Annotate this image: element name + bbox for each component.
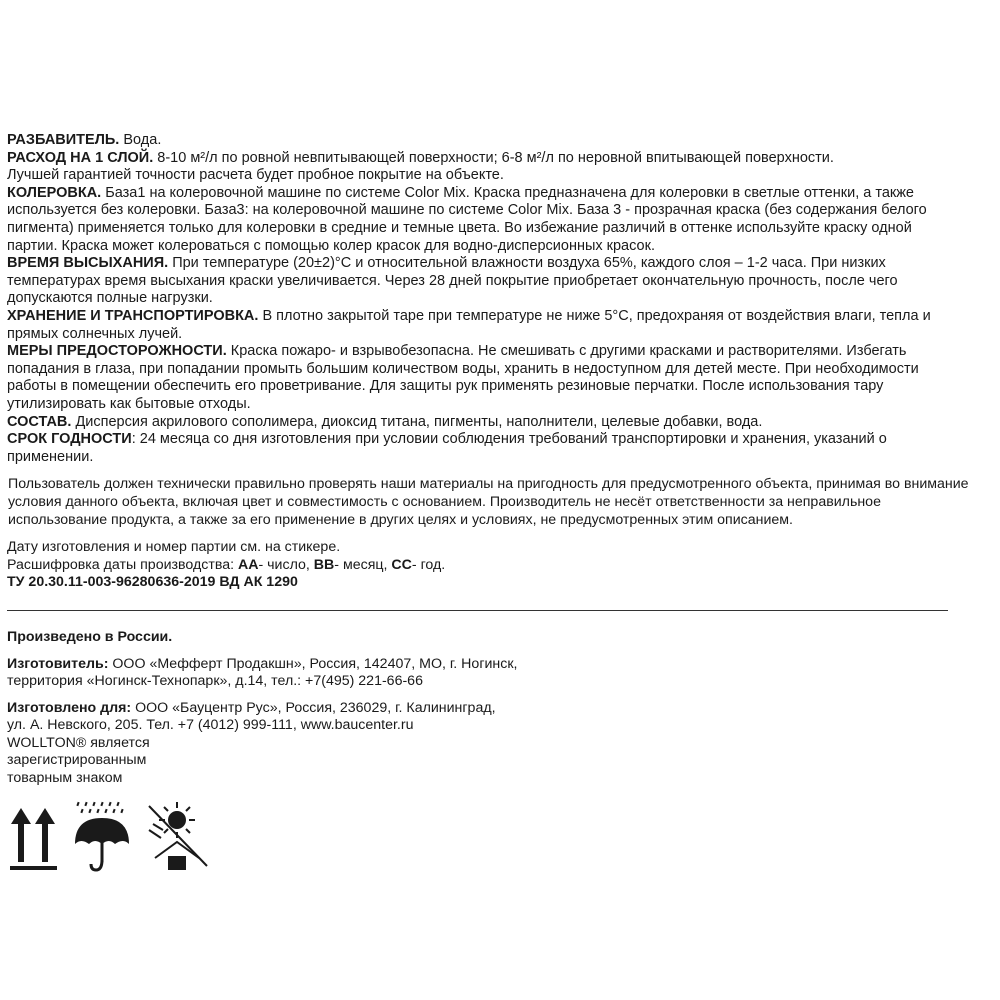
batch-date-note: Дату изготовления и номер партии см. на стикере.: [7, 539, 341, 555]
disclaimer: [8, 475, 980, 529]
made-for-address: ул. А. Невского, 205. Тел. +7 (4012) 999-111, www.baucenter.ru: [7, 717, 414, 733]
instruction-consumption: РАСХОД НА 1 СЛОЙ. 8-10 м²/л по ровной невпитывающей поверхности; 6-8 м²/л по неровной впитывающей поверхности.: [7, 149, 834, 166]
manufacturer: Изготовитель: ООО «Мефферт Продакшн», Россия, 142407, МО, г. Ногинск,: [7, 655, 518, 672]
trademark-line-3: товарным знаком: [7, 769, 123, 786]
instruction-consumption-note: Лучшей гарантией точности расчета будет пробное покрытие на объекте.: [7, 167, 504, 184]
instruction-diluent: РАЗБАВИТЕЛЬ. Вода.: [7, 132, 162, 148]
instruction-drying-time: ВРЕМЯ ВЫСЫХАНИЯ. При температуре (20±2)°С и относительной влажности воздуха 65%, каждого слоя – 1-2 часа. При низких температурах время высыхания краски увеличивается. Через 28 дней покрытие приобретает окончательную прочность, после чего допускаются полные нагрузки.: [7, 255, 898, 307]
trademark-line-1: WOLLTON® является: [7, 734, 150, 751]
instruction-storage: ХРАНЕНИЕ И ТРАНСПОРТИРОВКА. В плотно закрытой таре при температуре не ниже 5°С, предохраняя от воздействия влаги, тепла и прямых солнечных лучей.: [7, 307, 931, 342]
keep-away-from-sunlight-icon: [141, 800, 211, 875]
this-way-up-icon: [7, 800, 61, 875]
disclaimer-text: Пользователь должен технически правильно проверять наши материалы на пригодность для предусмотренного объекта, принимая во внимание условия данного объекта, включая цвет и совместимость с основанием. Производитель не несёт ответственности за неправильное использование продукта, а также за его применение в других целях и условиях, не предусмотренных этим описанием.: [8, 476, 969, 528]
instruction-precautions: МЕРЫ ПРЕДОСТОРОЖНОСТИ. Краска пожаро- и взрывобезопасна. Не смешивать с другими красками и растворителями. Избегать попадания в глаза, при попадании промыть большим количеством воды, хранить в недоступном для детей месте. При необходимости работы в помещении обеспечить его проветривание. Для защиты рук применять резиновые перчатки. После использования тару утилизировать как бытовые отходы.: [7, 343, 919, 412]
made-for: Изготовлено для: ООО «Бауцентр Рус», Россия, 236029, г. Калининград,: [7, 699, 496, 716]
instruction-shelf-life: СРОК ГОДНОСТИ: 24 месяца со дня изготовления при условии соблюдения требований транспортировки и хранения, указаний о применении.: [7, 431, 887, 465]
instruction-composition: СОСТАВ. Дисперсия акрилового сополимера, диоксид титана, пигменты, наполнители, целевые добавки, вода.: [7, 413, 763, 430]
handling-symbols: [7, 800, 227, 880]
batch-info: [7, 539, 960, 592]
trademark-line-2: зарегистрированным: [7, 752, 147, 768]
origin-section: [7, 629, 960, 787]
manufacturer-address: территория «Ногинск-Технопарк», д.14, тел.: +7(495) 221-66-66: [7, 673, 423, 689]
keep-dry-icon: [71, 800, 133, 875]
divider: [7, 610, 948, 611]
technical-spec: ТУ 20.30.11-003-96280636-2019 ВД АК 1290: [7, 574, 298, 590]
made-in: Произведено в России.: [7, 629, 173, 645]
instruction-tinting: КОЛЕРОВКА. База1 на колеровочной машине по системе Color Mix. Краска предназначена для колеровки в светлые оттенки, а также используется без колеровки. База3: на колеровочной машине по системе Color Mix. База 3 - прозрачная краска (без содержания белого пигмента) применяется только для колеровки в средние и темные цвета. Во избежание различий в оттенке используйте краску одной партии. Краска может колероваться с помощью колер красок для водно-дисперсионных красок.: [7, 184, 927, 254]
instructions-section: [7, 132, 960, 466]
date-decoding: Расшифровка даты производства: АА- число, ВВ- месяц, СС- год.: [7, 556, 446, 573]
